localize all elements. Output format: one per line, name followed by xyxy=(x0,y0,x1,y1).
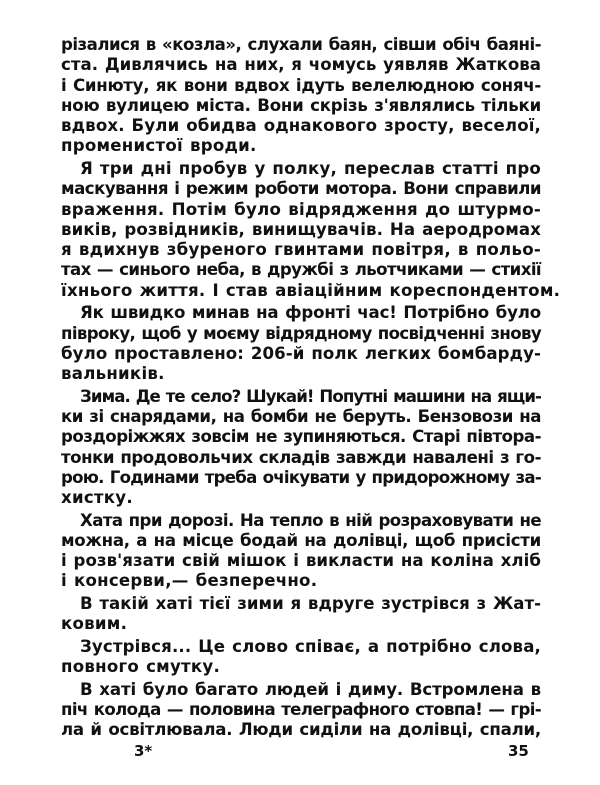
text-line: роздоріжжях зовсім не зупиняються. Старі півтора- xyxy=(61,427,541,447)
text-line: Я три дні пробув у полку, переслав статті про xyxy=(80,158,541,178)
text-line: тонки продовольчих складів завжди навалені з го- xyxy=(61,447,541,467)
text-line: виків, розвідників, винищувачів. На аеродромах xyxy=(61,219,541,239)
text-line: їхнього життя. І став авіаційним кореспондентом. xyxy=(61,280,561,300)
text-line: вдвох. Були обидва однакового зросту, веселої, xyxy=(61,116,541,136)
paragraph xyxy=(61,35,541,157)
text-line: ки зі снарядами, на бомби не беруть. Бензовози на xyxy=(61,406,541,426)
text-line: я вдихнув збуреного гвинтами повітря, в польо- xyxy=(61,240,541,260)
signature-mark: 3* xyxy=(134,742,153,760)
paragraph xyxy=(61,387,541,509)
text-line: Зима. Де те село? Шукай! Попутні машини на ящи- xyxy=(80,386,541,406)
paragraph xyxy=(61,680,541,741)
paragraph xyxy=(61,594,541,635)
paragraph xyxy=(61,158,561,301)
text-line: рою. Годинами треба очікувати у придорожному за- xyxy=(61,467,541,487)
paragraph xyxy=(61,511,541,592)
text-line: різалися в «козла», слухали баян, сівши обіч баяні- xyxy=(61,35,541,54)
text-line: піч колода — половина телеграфного стовпа! — грі- xyxy=(61,699,541,719)
text-line: і консерви,— безперечно. xyxy=(61,571,318,591)
text-line: В такій хаті тієї зими я вдруге зустрівся з Жат- xyxy=(80,593,541,613)
text-line: Зустрівся... Це слово співає, а потрібно слова, xyxy=(80,636,541,656)
text-line: тах — синього неба, в дружбі з льотчиками — стихії xyxy=(61,260,541,280)
text-line: Хата при дорозі. На тепло в ній розраховувати не xyxy=(80,510,541,530)
text-line: В хаті було багато людей і диму. Встромлена в xyxy=(80,679,541,699)
text-line: і Синюту, як вони вдвох ідуть велелюдною соняч- xyxy=(61,75,541,95)
text-line: ста. Дивлячись на них, я чомусь уявляв Жаткова xyxy=(61,55,541,75)
text-line: ною вулицею міста. Вони скрізь з'являлись тільки xyxy=(61,95,541,115)
text-line: було проставлено: 206-й полк легких бомбарду- xyxy=(61,343,541,363)
text-line: повного смутку. xyxy=(61,657,221,677)
text-line: вальників. xyxy=(61,364,165,384)
paragraph xyxy=(61,303,541,384)
text-line: Як швидко минав на фронті час! Потрібно було xyxy=(80,303,541,323)
page-body xyxy=(61,35,561,743)
text-line: можна, а на місце бодай на долівці, щоб присісти xyxy=(61,530,541,550)
text-line: хистку. xyxy=(61,488,133,508)
paragraph xyxy=(61,637,541,678)
text-line: враження. Потім було відрядження до штурмо- xyxy=(61,199,541,219)
text-line: маскування і режим роботи мотора. Вони справили xyxy=(61,179,541,199)
text-line: променистої вроди. xyxy=(61,136,257,156)
text-line: ла й освітлювала. Люди сиділи на долівці, спали, xyxy=(61,720,541,740)
text-line: півроку, щоб у моєму відрядному посвідченні знову xyxy=(61,323,542,343)
page-number: 35 xyxy=(508,742,529,760)
text-line: ковим. xyxy=(61,614,128,634)
text-line: і розв'язати свій мішок і викласти на коліна хліб xyxy=(61,551,541,571)
